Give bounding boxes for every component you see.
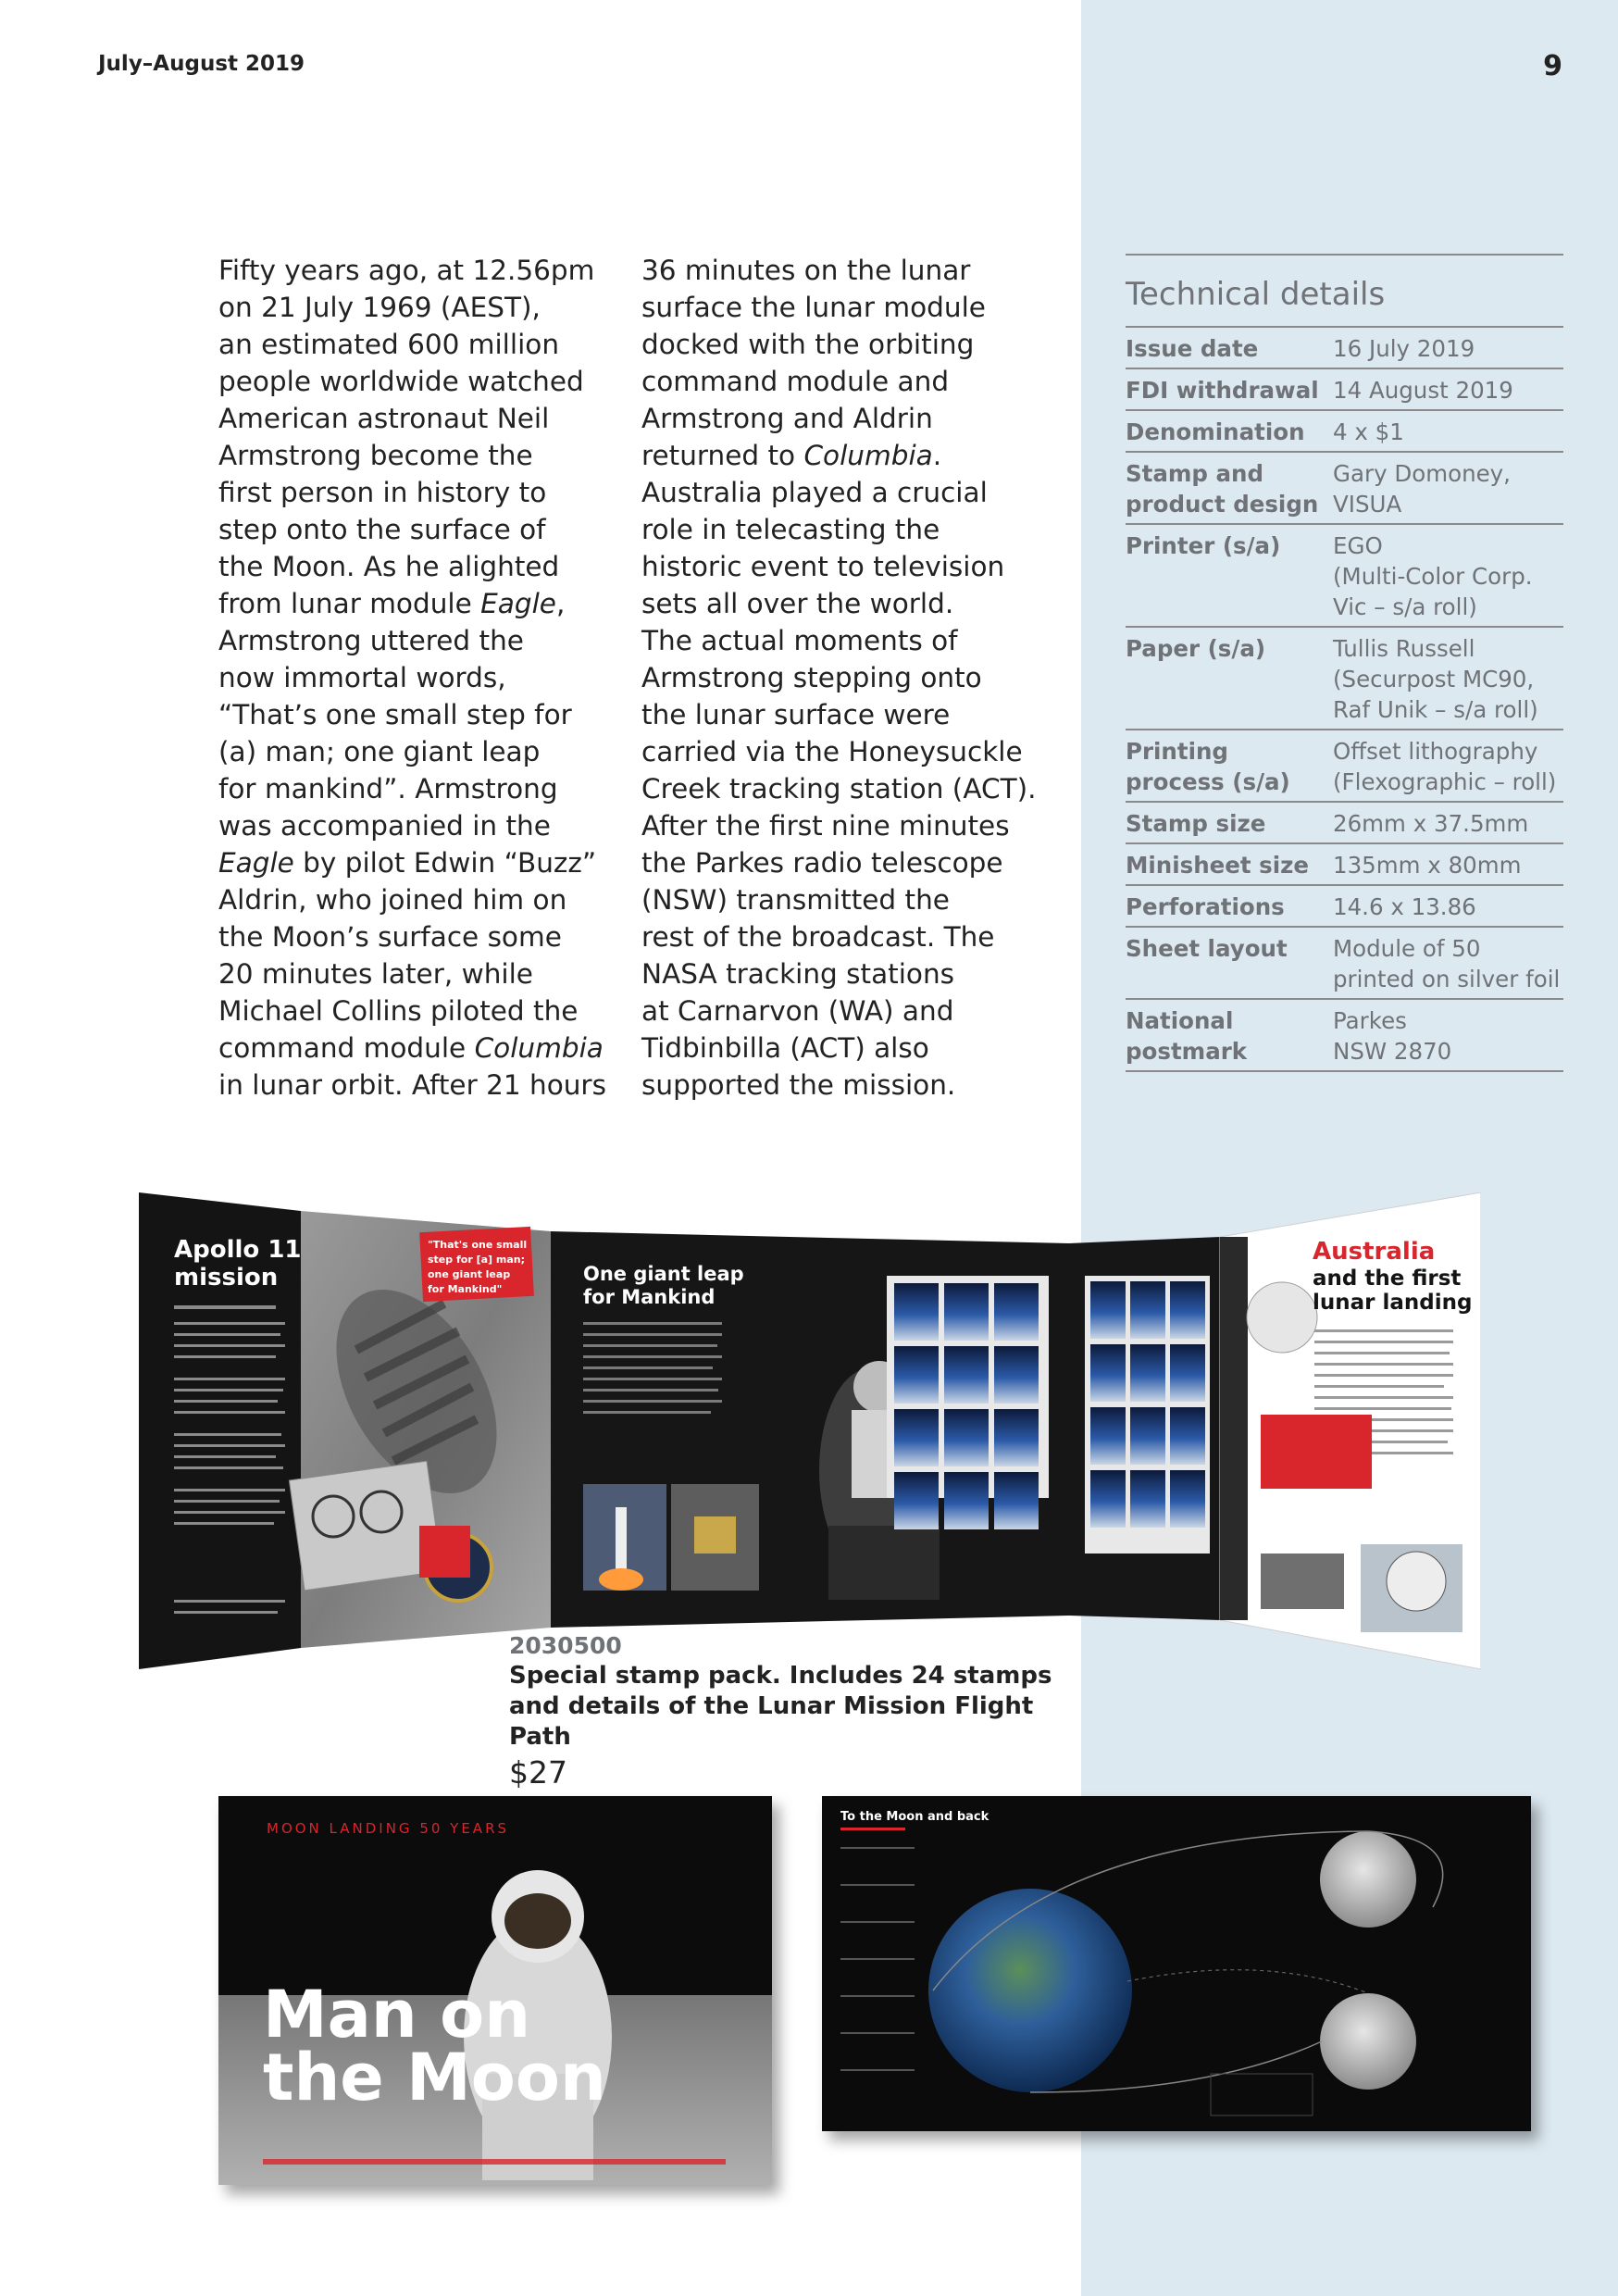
tech-detail-label: Denomination [1126,418,1305,445]
svg-text:for Mankind": for Mankind" [428,1283,503,1295]
cover-title: Man on [263,1977,531,2053]
tech-detail-value: 4 x $1 [1333,418,1404,445]
tech-detail-row [1126,525,1563,628]
tech-detail-value: 26mm x 37.5mm [1333,810,1529,837]
svg-text:the Moon: the Moon [263,2040,606,2115]
article-col1-line: on 21 July 1969 (AEST), [218,292,541,323]
article-col2-line: After the first nine minutes [641,810,1010,842]
tech-detail-label: Printing process (s/a) [1126,738,1290,795]
tech-detail-row [1126,844,1563,886]
flight-path-map-image [822,1796,1531,2131]
article-col1-line: “That’s one small step for [218,699,572,730]
article-col1-line: now immortal words, [218,662,506,693]
tech-detail-label: Issue date [1126,335,1259,362]
stamp-pack-image [139,1192,1481,1674]
article-col2-line: the Parkes radio telescope [641,847,1003,879]
svg-text:one giant leap: one giant leap [428,1268,511,1280]
article-col2-line: the lunar surface were [641,699,951,730]
tech-detail-value: 135mm x 80mm [1333,852,1522,879]
tech-detail-value: Gary Domoney, VISUA [1333,460,1511,518]
article-col1-line: an estimated 600 million [218,329,560,360]
article-col1-line: Aldrin, who joined him on [218,884,567,916]
tech-detail-row [1126,1000,1563,1072]
tech-detail-label: Stamp size [1126,810,1266,837]
article-col2-line: NASA tracking stations [641,958,955,990]
article-col1-line: the Moon. As he alighted [218,551,560,582]
tech-detail-row [1126,328,1563,369]
cover-kicker: MOON LANDING 50 YEARS [267,1820,510,1837]
article-column-2 [641,252,1049,1104]
article-col2-line: Creek tracking station (ACT). [641,773,1037,805]
article-col2-line: role in telecasting the [641,514,940,545]
article-col2-line: The actual moments of [641,625,958,656]
tech-detail-value: Tullis Russell (Securpost MC90, Raf Unik – s/a roll) [1333,635,1538,723]
article-col2-line: Armstrong stepping onto [641,662,982,693]
article-col1-line: Armstrong uttered the [218,625,524,656]
article-col1-line: (a) man; one giant leap [218,736,541,767]
tech-detail-value: Offset lithography (Flexographic – roll) [1333,738,1557,795]
article-col1-line: step onto the surface of [218,514,546,545]
tech-detail-value: Parkes NSW 2870 [1333,1007,1452,1065]
article-col1-line: 20 minutes later, while [218,958,533,990]
article-col1-line: from lunar module Eagle, [218,588,566,619]
article-col1-line: Armstrong become the [218,440,533,471]
article-col2-line: returned to Columbia. [641,440,942,471]
technical-details-title: Technical details [1126,256,1563,328]
article-col1-line: for mankind”. Armstrong [218,773,558,805]
tech-detail-label: Minisheet size [1126,852,1309,879]
article-col2-line: surface the lunar module [641,292,986,323]
article-col2-line: carried via the Honeysuckle [641,736,1023,767]
article-col1-line: in lunar orbit. After 21 hours [218,1069,606,1101]
article-col1-line: Eagle by pilot Edwin “Buzz” [218,847,597,879]
article-col1-line: first person in history to [218,477,547,508]
man-on-the-moon-cover-image [218,1796,772,2185]
article-col2-line: historic event to television [641,551,1005,582]
tech-detail-row [1126,411,1563,453]
tech-detail-value: EGO (Multi-Color Corp. Vic – s/a roll) [1333,532,1533,620]
article-col2-line: sets all over the world. [641,588,954,619]
article-column-1 [218,252,626,1104]
tech-detail-label: Stamp and product design [1126,460,1319,518]
article-col1-line: people worldwide watched [218,366,584,397]
article-col2-line: docked with the orbiting [641,329,975,360]
article-col1-line: was accompanied in the [218,810,551,842]
tech-detail-value: 14.6 x 13.86 [1333,893,1476,920]
tech-detail-row [1126,803,1563,844]
pack-title-giant-leap: One giant leap [583,1263,744,1285]
running-head: July–August 2019 [98,52,305,76]
tech-detail-label: Paper (s/a) [1126,635,1266,662]
article-col2-line: rest of the broadcast. The [641,921,995,953]
article-col2-line: 36 minutes on the lunar [641,255,971,286]
product-price: $27 [509,1754,567,1791]
tech-detail-row [1126,628,1563,730]
svg-text:lunar landing: lunar landing [1313,1291,1473,1315]
tech-detail-row [1126,369,1563,411]
article-col2-line: Armstrong and Aldrin [641,403,933,434]
article-col2-line: at Carnarvon (WA) and [641,995,954,1027]
pack-quote: "That's one small [428,1239,528,1251]
article-col1-line: command module Columbia [218,1032,604,1064]
tech-detail-label: Sheet layout [1126,935,1288,962]
product-caption [509,1631,1101,1793]
map-title: To the Moon and back [840,1810,989,1824]
tech-detail-label: Printer (s/a) [1126,532,1281,559]
article-col1-line: the Moon’s surface some [218,921,562,953]
article-col2-line: Tidbinbilla (ACT) also [641,1032,929,1064]
tech-detail-label: National postmark [1126,1007,1248,1065]
tech-detail-row [1126,453,1563,525]
tech-detail-row [1126,730,1563,803]
page-number: 9 [1543,50,1562,82]
article-col1-line: Fifty years ago, at 12.56pm [218,255,595,286]
tech-detail-label: Perforations [1126,893,1285,920]
article-col1-line: American astronaut Neil [218,403,550,434]
tech-detail-label: FDI withdrawal [1126,377,1319,404]
svg-text:and the first: and the first [1313,1267,1462,1291]
tech-detail-row [1126,886,1563,928]
tech-detail-value: 14 August 2019 [1333,377,1513,404]
technical-details-table [1126,254,1563,1072]
svg-text:mission: mission [174,1264,279,1292]
svg-text:step for [a] man;: step for [a] man; [428,1254,525,1266]
pack-title-australia: Australia [1313,1238,1436,1266]
tech-detail-value: 16 July 2019 [1333,335,1475,362]
article-col2-line: Australia played a crucial [641,477,988,508]
tech-detail-value: Module of 50 printed on silver foil [1333,935,1561,992]
article-col2-line: command module and [641,366,950,397]
product-description: Special stamp pack. Includes 24 stamps and details of the Lunar Mission Flight Path [509,1662,1052,1751]
svg-text:for Mankind: for Mankind [583,1286,716,1308]
article-col2-line: (NSW) transmitted the [641,884,950,916]
pack-title-apollo: Apollo 11 [174,1236,302,1264]
article-col1-line: Michael Collins piloted the [218,995,579,1027]
tech-detail-row [1126,928,1563,1000]
product-code: 2030500 [509,1632,622,1659]
article-col2-line: supported the mission. [641,1069,956,1101]
